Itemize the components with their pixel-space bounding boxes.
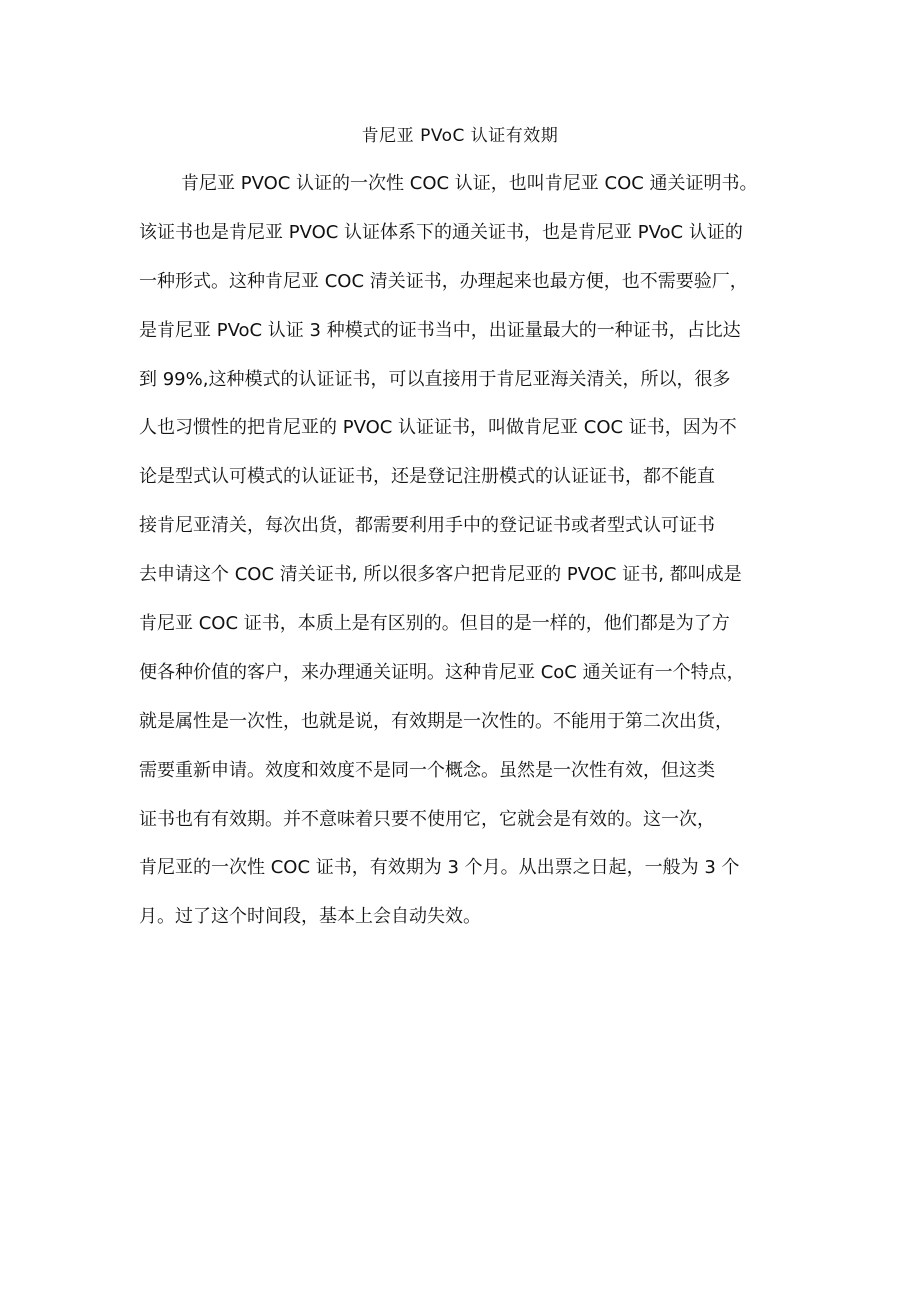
paragraph-line: 月。过了这个时间段，基本上会自动失效。	[139, 906, 481, 928]
paragraph-line: 一种形式。这种肯尼亚 COC 清关证书，办理起来也最方便，也不需要验厂，	[139, 270, 748, 292]
paragraph-line: 就是属性是一次性，也就是说，有效期是一次性的。不能用于第二次出货，	[139, 710, 733, 732]
paragraph-line: 论是型式认可模式的认证证书，还是登记注册模式的认证证书，都不能直	[139, 466, 715, 488]
document-title: 肯尼亚 PVoC 认证有效期	[361, 126, 559, 146]
paragraph-line: 肯尼亚 PVOC 认证的一次性 COC 认证，也叫肯尼亚 COC 通关证明书。	[181, 173, 758, 194]
paragraph-line: 该证书也是肯尼亚 PVOC 认证体系下的通关证书，也是肯尼亚 PVoC 认证的	[139, 221, 743, 243]
paragraph-line: 肯尼亚 COC 证书，本质上是有区别的。但目的是一样的，他们都是为了方	[139, 613, 730, 635]
paragraph-line: 需要重新申请。效度和效度不是同一个概念。虽然是一次性有效，但这类	[139, 759, 715, 781]
document-body	[139, 166, 799, 948]
paragraph-line: 便各种价值的客户，来办理通关证明。这种肯尼亚 CoC 通关证有一个特点，	[139, 661, 745, 683]
paragraph-line: 人也习惯性的把肯尼亚的 PVOC 认证证书，叫做肯尼亚 COC 证书，因为不	[139, 417, 737, 439]
paragraph-line: 证书也有有效期。并不意味着只要不使用它，它就会是有效的。这一次，	[139, 808, 715, 830]
paragraph-line: 肯尼亚的一次性 COC 证书，有效期为 3 个月。从出票之日起，一般为 3 个	[139, 857, 740, 879]
paragraph-line: 到 99%,这种模式的认证证书，可以直接用于肯尼亚海关清关，所以，很多	[139, 368, 731, 390]
paragraph-line: 接肯尼亚清关，每次出货，都需要利用手中的登记证书或者型式认可证书	[139, 515, 715, 537]
paragraph-line: 去申请这个 COC 清关证书, 所以很多客户把肯尼亚的 PVOC 证书, 都叫成是	[139, 564, 742, 586]
paragraph-line: 是肯尼亚 PVoC 认证 3 种模式的证书当中，出证量最大的一种证书，占比达	[139, 319, 741, 341]
